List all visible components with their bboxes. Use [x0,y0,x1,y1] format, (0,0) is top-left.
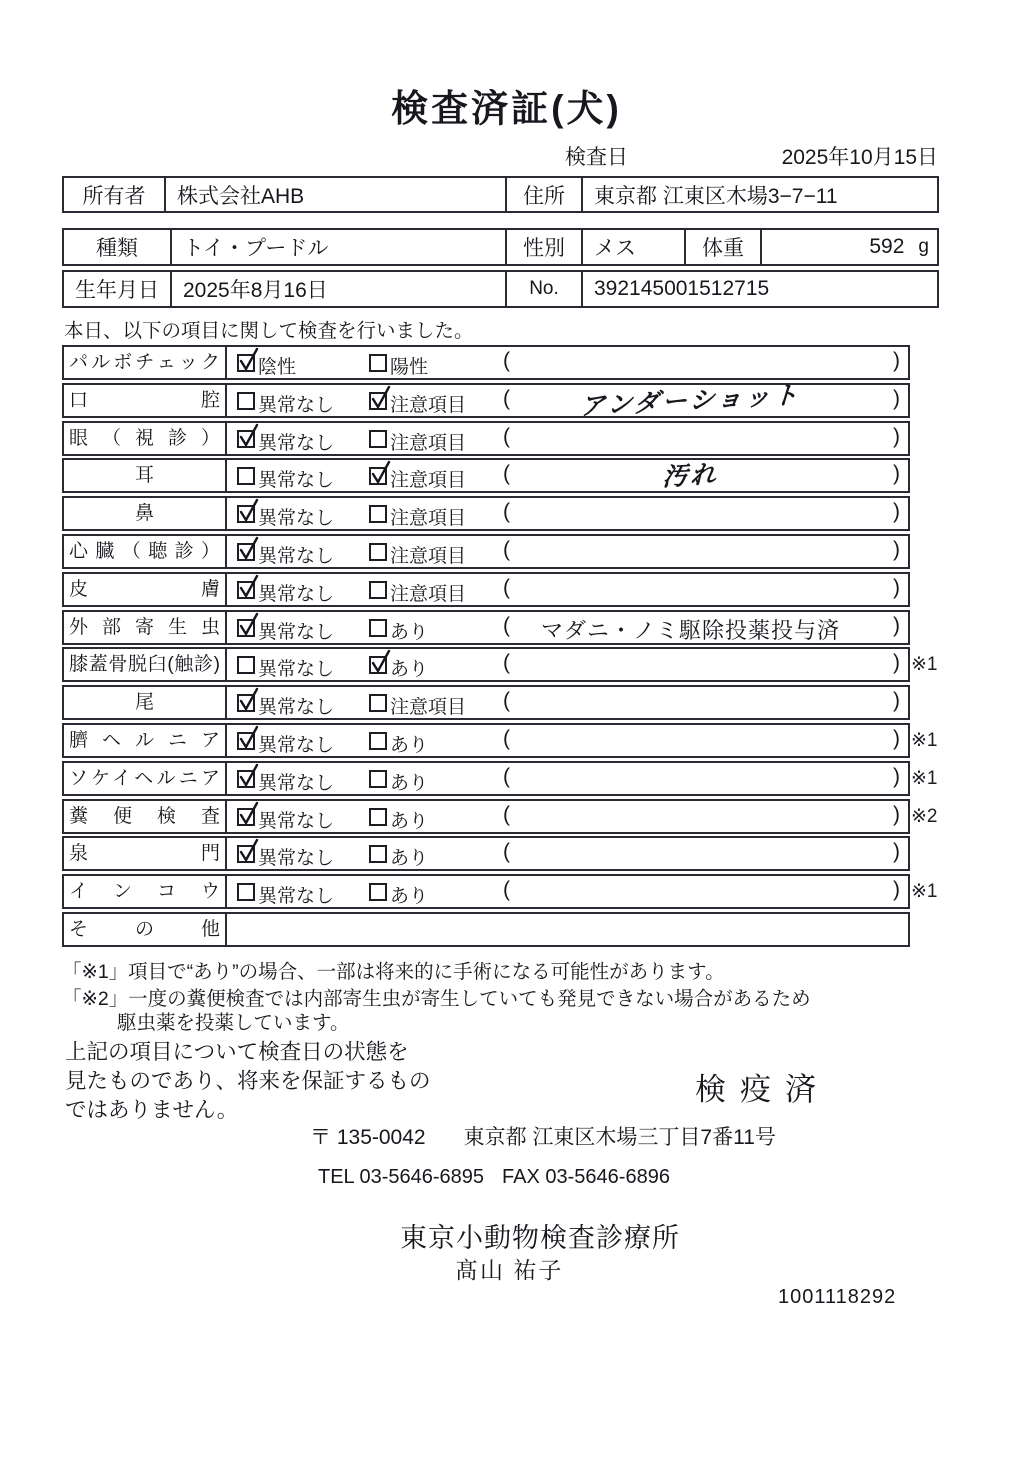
check-row-content [227,801,908,832]
paren-close: ) [893,840,900,864]
no-value: 392145001512715 [581,272,937,306]
checkbox-icon [369,392,387,410]
paren-open: ( [503,462,510,486]
paren-close: ) [893,462,900,486]
check-row [62,912,910,947]
checkbox-icon [369,543,387,561]
check-row-label: 膝蓋骨脱臼(触診) [64,649,227,680]
certificate-title: 検査済証(犬) [391,88,622,129]
checkbox-group [237,464,334,492]
checkmark-icon [237,572,261,600]
intro-text: 本日、以下の項目に関して検査を行いました。 [64,320,474,342]
clinic-postal: 〒 135-0042 [310,1126,426,1149]
checkbox-label: 異常なし [258,810,335,832]
check-row [62,534,910,569]
checkbox-icon [369,845,387,863]
checkmark-icon [237,761,261,789]
disclaimer [65,1038,431,1125]
checkbox-icon [369,808,387,826]
paren-open: ( [503,386,510,410]
check-row [62,836,910,871]
check-row-content [227,612,908,643]
inspection-date-label: 検査日 [565,146,628,169]
check-row-content [227,876,908,907]
checkbox-icon [369,694,387,712]
weight-cell [760,230,937,264]
check-row-label: その他 [64,914,227,945]
paren-open: ( [503,802,510,826]
footnote-ref: ※1 [911,654,938,676]
checkbox-label: 異常なし [258,886,335,908]
footnote-ref: ※1 [911,729,938,751]
clinic-tel: TEL 03-5646-6895 [318,1166,485,1188]
check-row-content [227,536,908,567]
footnote-1: 「※1」項目で“あり”の場合、一部は将来的に手術になる可能性があります。 [62,961,725,983]
checkbox-label: 異常なし [258,772,335,794]
check-row [62,723,938,758]
checkbox-icon [237,505,255,523]
check-row-content [227,460,908,491]
owner-value: 株式会社AHB [164,178,505,211]
check-row-content [227,687,908,718]
check-row-label: 眼（視診） [64,423,227,454]
paren-open: ( [503,764,510,788]
check-row-label: 外部寄生虫 [64,612,227,643]
check-row [62,761,938,796]
sex-label: 性別 [505,230,581,264]
check-row [62,874,938,909]
check-row-content [227,498,908,529]
clinic-tel-line [318,1166,670,1189]
checkbox-icon [369,430,387,448]
checkbox-label: あり [390,734,429,756]
checkbox-label: あり [390,621,429,643]
address-value: 東京都 江東区木場3−7−11 [581,178,937,211]
checkbox-label: 注意項目 [390,508,467,530]
paren-open: ( [503,500,510,524]
checkbox-label: 異常なし [258,470,335,492]
check-row [62,572,910,607]
check-row-content [227,725,908,756]
checkmark-icon [237,685,261,713]
paren-close: ) [893,537,900,561]
clinic-postal-line [310,1121,776,1151]
check-row-label: 皮膚 [64,574,227,605]
checkbox-group [237,842,334,870]
paren-open: ( [503,575,510,599]
clinic-name: 東京小動物検査診療所 [400,1223,680,1253]
checkbox-group [237,389,334,417]
checkbox-label: 陰性 [258,357,297,378]
checkbox-group [369,805,428,833]
checkbox-group [237,691,334,719]
check-row-content [227,380,908,421]
sex-value: メス [581,230,684,264]
checkbox-label: あり [390,659,429,681]
paren-close: ) [893,726,900,750]
checkbox-label: 異常なし [258,545,335,567]
paren-open: ( [503,878,510,902]
checkbox-label: あり [390,772,429,794]
checkbox-group [369,616,428,644]
checkbox-icon [237,543,255,561]
check-row [62,799,938,834]
check-row-label: 尾 [64,687,227,718]
vet-name: 髙山 祐子 [455,1257,564,1283]
footnote-ref: ※1 [911,767,938,789]
check-row-label: 臍ヘルニア [64,725,227,756]
check-row-label: 耳 [64,460,227,491]
checkbox-group [369,578,466,606]
checkmark-icon [237,534,261,562]
checkbox-icon [369,467,387,485]
checkbox-label: 異常なし [258,848,335,870]
owner-label: 所有者 [82,184,146,208]
paren-close: ) [893,424,900,448]
check-row-content [227,649,908,680]
checkbox-group [369,691,466,719]
owner-table [62,176,939,213]
footnote-2: 「※2」一度の糞便検査では内部寄生虫が寄生していても発見できない場合があるため [62,988,811,1010]
checkbox-group [237,653,334,681]
checkmark-icon [237,345,261,373]
checkmark-icon [237,610,261,638]
checkbox-group [237,880,334,908]
check-row-content [227,347,908,378]
check-row [62,647,938,682]
check-row [62,345,910,380]
checkbox-group [237,427,334,455]
check-row-label: ソケイヘルニア [64,763,227,794]
checkbox-group [369,842,428,870]
footnote-ref: ※2 [911,805,938,827]
checkbox-label: 異常なし [258,583,335,605]
checkbox-group [237,805,334,833]
paren-close: ) [893,349,900,372]
checkmark-icon [369,647,393,675]
breed-label: 種類 [96,237,138,260]
info-table-row1 [62,228,939,266]
check-row-label: 糞便検査 [64,801,227,832]
checkmark-icon [237,421,261,449]
check-row [62,610,910,645]
checkbox-icon [369,581,387,599]
check-row-content [227,763,908,794]
quarantine-stamp: 検疫済 [695,1072,830,1107]
paren-open: ( [503,424,510,448]
checkbox-label: 異常なし [258,432,335,454]
check-row-content [227,914,908,945]
check-row [62,685,910,720]
checkbox-label: 異常なし [258,659,335,681]
checkbox-icon [237,656,255,674]
disclaimer-line-1: 上記の項目について検査日の状態を [65,1040,409,1064]
checkbox-label: 注意項目 [390,470,467,492]
check-row [62,380,910,421]
checkmark-icon [237,723,261,751]
checkbox-icon [237,467,255,485]
checkbox-group [369,351,428,379]
checkbox-label: 注意項目 [390,583,467,605]
checkbox-group [369,389,466,417]
checkbox-label: あり [390,810,429,832]
checkbox-icon [369,883,387,901]
paren-close: ) [893,802,900,826]
check-row [62,496,910,531]
check-table [62,345,938,950]
checkmark-icon [237,799,261,827]
info-table-row2 [62,270,939,308]
check-row-label: 口腔 [64,385,227,416]
disclaimer-line-3: ではありません。 [65,1098,239,1122]
birth-value: 2025年8月16日 [170,272,505,306]
checkbox-group [237,502,334,530]
checkbox-group [369,464,466,492]
checkbox-label: 異常なし [258,508,335,530]
checkbox-group [369,653,428,681]
checkmark-icon [369,383,393,411]
address-label: 住所 [505,178,581,211]
checkbox-label: 異常なし [258,734,335,756]
checkbox-group [237,616,334,644]
paren-open: ( [503,651,510,675]
checkbox-icon [369,732,387,750]
check-row-label: インコウ [64,876,227,907]
checkbox-icon [237,770,255,788]
checkbox-group [369,427,466,455]
checkbox-group [369,502,466,530]
check-row [62,458,910,493]
paren-open: ( [503,613,510,637]
check-row-content [227,574,908,605]
checkbox-group [369,767,428,795]
checkbox-icon [369,354,387,372]
breed-value: トイ・プードル [170,230,505,264]
paren-close: ) [893,575,900,599]
check-note-handwritten: アンダーショット [579,380,802,421]
checkbox-label: 異常なし [258,394,335,416]
checkbox-group [369,540,466,568]
paren-close: ) [893,651,900,675]
paren-close: ) [893,500,900,524]
checkbox-group [369,880,428,908]
paren-open: ( [503,689,510,713]
checkbox-group [237,351,296,379]
clinic-address: 東京都 江東区木場三丁目7番11号 [463,1126,776,1149]
check-row-label: 心臓（聴診） [64,536,227,567]
paren-open: ( [503,349,510,372]
clinic-fax: FAX 03-5646-6896 [502,1166,670,1188]
checkbox-icon [369,656,387,674]
checkbox-group [237,767,334,795]
check-note-handwritten: 汚れ [661,460,720,492]
checkbox-icon [237,581,255,599]
paren-close: ) [893,689,900,713]
no-label: No. [505,272,581,306]
checkbox-group [237,540,334,568]
checkbox-icon [237,694,255,712]
paren-close: ) [893,764,900,788]
paren-open: ( [503,840,510,864]
checkmark-icon [237,496,261,524]
checkbox-icon [237,430,255,448]
paren-close: ) [893,878,900,902]
checkmark-icon [369,458,393,486]
weight-unit: g [918,236,929,257]
checkbox-icon [369,770,387,788]
paren-open: ( [503,537,510,561]
footnote-ref: ※1 [911,881,938,903]
paren-close: ) [893,386,900,410]
checkbox-group [237,729,334,757]
checkbox-icon [369,505,387,523]
checkbox-icon [237,808,255,826]
checkbox-label: 異常なし [258,697,335,719]
checkbox-label: 注意項目 [390,545,467,567]
inspection-date-value: 2025年10月15日 [781,146,938,169]
checkbox-label: 注意項目 [390,432,467,454]
check-note-printed: マダニ・ノミ駆除投薬投与済 [540,617,840,643]
checkbox-icon [237,619,255,637]
serial-number: 1001118292 [778,1286,897,1308]
check-row-label: パルボチェック [64,347,227,378]
checkbox-icon [237,354,255,372]
checkbox-label: 異常なし [258,621,335,643]
paren-close: ) [893,613,900,637]
checkbox-label: 注意項目 [390,394,467,416]
birth-label: 生年月日 [75,279,159,302]
weight-label: 体重 [684,230,760,264]
checkbox-icon [237,883,255,901]
check-row-content [227,838,908,869]
footnote-2-continued: 駆虫薬を投薬しています。 [117,1012,350,1034]
checkbox-group [237,578,334,606]
disclaimer-line-2: 見たものであり、将来を保証するもの [65,1069,431,1093]
paren-open: ( [503,726,510,750]
checkmark-icon [237,836,261,864]
checkbox-icon [237,732,255,750]
checkbox-icon [369,619,387,637]
weight-value: 592 [869,235,905,258]
checkbox-label: あり [390,848,429,870]
check-row-label: 鼻 [64,498,227,529]
checkbox-label: 陽性 [390,357,429,378]
checkbox-label: あり [390,886,429,908]
checkbox-icon [237,392,255,410]
checkbox-group [369,729,428,757]
checkbox-icon [237,845,255,863]
checkbox-label: 注意項目 [390,697,467,719]
check-row-label: 泉門 [64,838,227,869]
